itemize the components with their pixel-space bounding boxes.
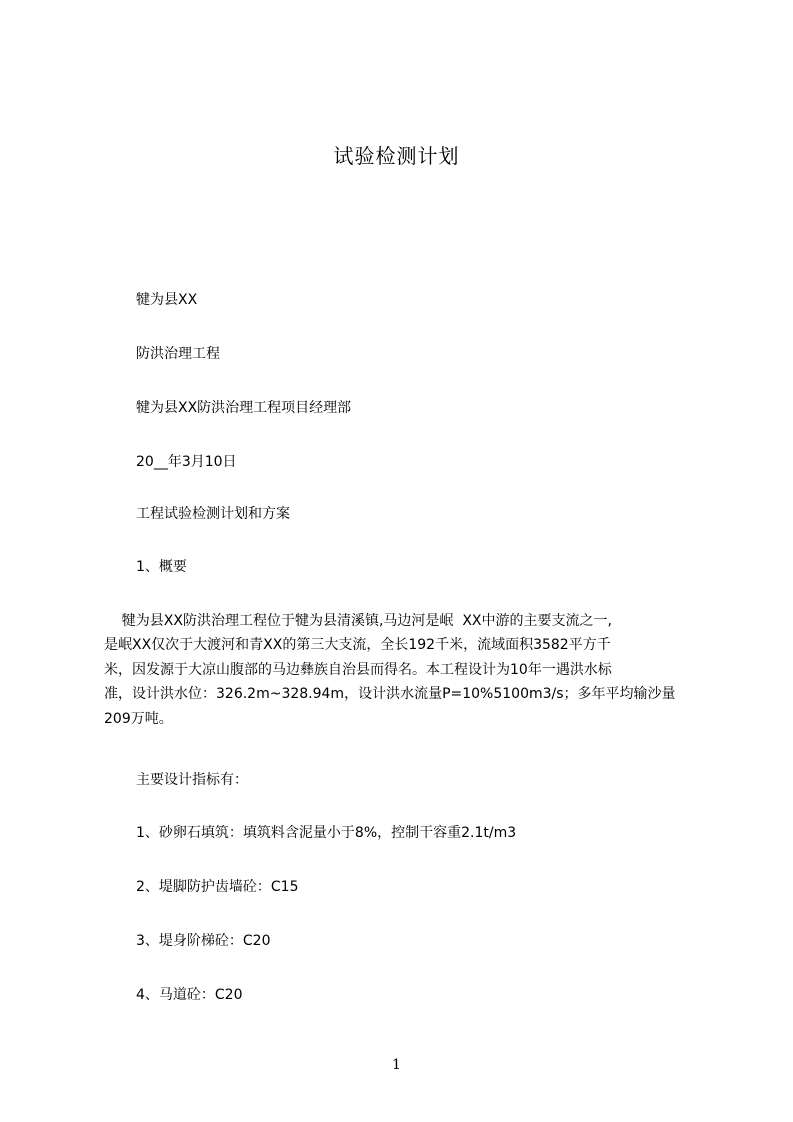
plan-heading: 工程试验检测计划和方案 <box>136 506 290 522</box>
indicator-item: 4、马道砼：C20 <box>136 987 243 1003</box>
page-number: 1 <box>392 1057 401 1073</box>
indicator-item: 3、堤身阶梯砼：C20 <box>136 933 271 949</box>
paragraph-line: 犍为县XX防洪治理工程位于犍为县清溪镇,马边河是岷 XX中游的主要支流之一, <box>104 613 612 629</box>
section-heading-overview: 1、概要 <box>136 559 187 575</box>
paragraph-line: 是岷XX仅次于大渡河和青XX的第三大支流，全长192千米，流域面积3582平方千 <box>104 637 611 654</box>
indicator-item: 1、砂卵石填筑：填筑料含泥量小于8%，控制干容重2.1t/m3 <box>136 825 517 841</box>
paragraph-line: 米，因发源于大凉山腹部的马边彝族自治县而得名。本工程设计为10年一遇洪水标 <box>104 661 612 678</box>
paragraph-line: 准，设计洪水位：326.2m~328.94m，设计洪水流量P=10%5100m3/s；多年平均输沙量 <box>104 686 676 703</box>
document-title: 试验检测计划 <box>333 144 460 168</box>
indicator-item: 2、堤脚防护齿墙砼：C15 <box>136 879 299 895</box>
county-line: 犍为县XX <box>136 292 198 308</box>
overview-paragraph <box>104 609 696 731</box>
department-line: 犍为县XX防洪治理工程项目经理部 <box>136 400 352 416</box>
project-name-line: 防洪治理工程 <box>136 346 220 362</box>
indicators-heading: 主要设计指标有： <box>136 772 248 788</box>
paragraph-line: 209万吨。 <box>104 710 173 727</box>
date-line: 20__年3月10日 <box>136 454 237 470</box>
